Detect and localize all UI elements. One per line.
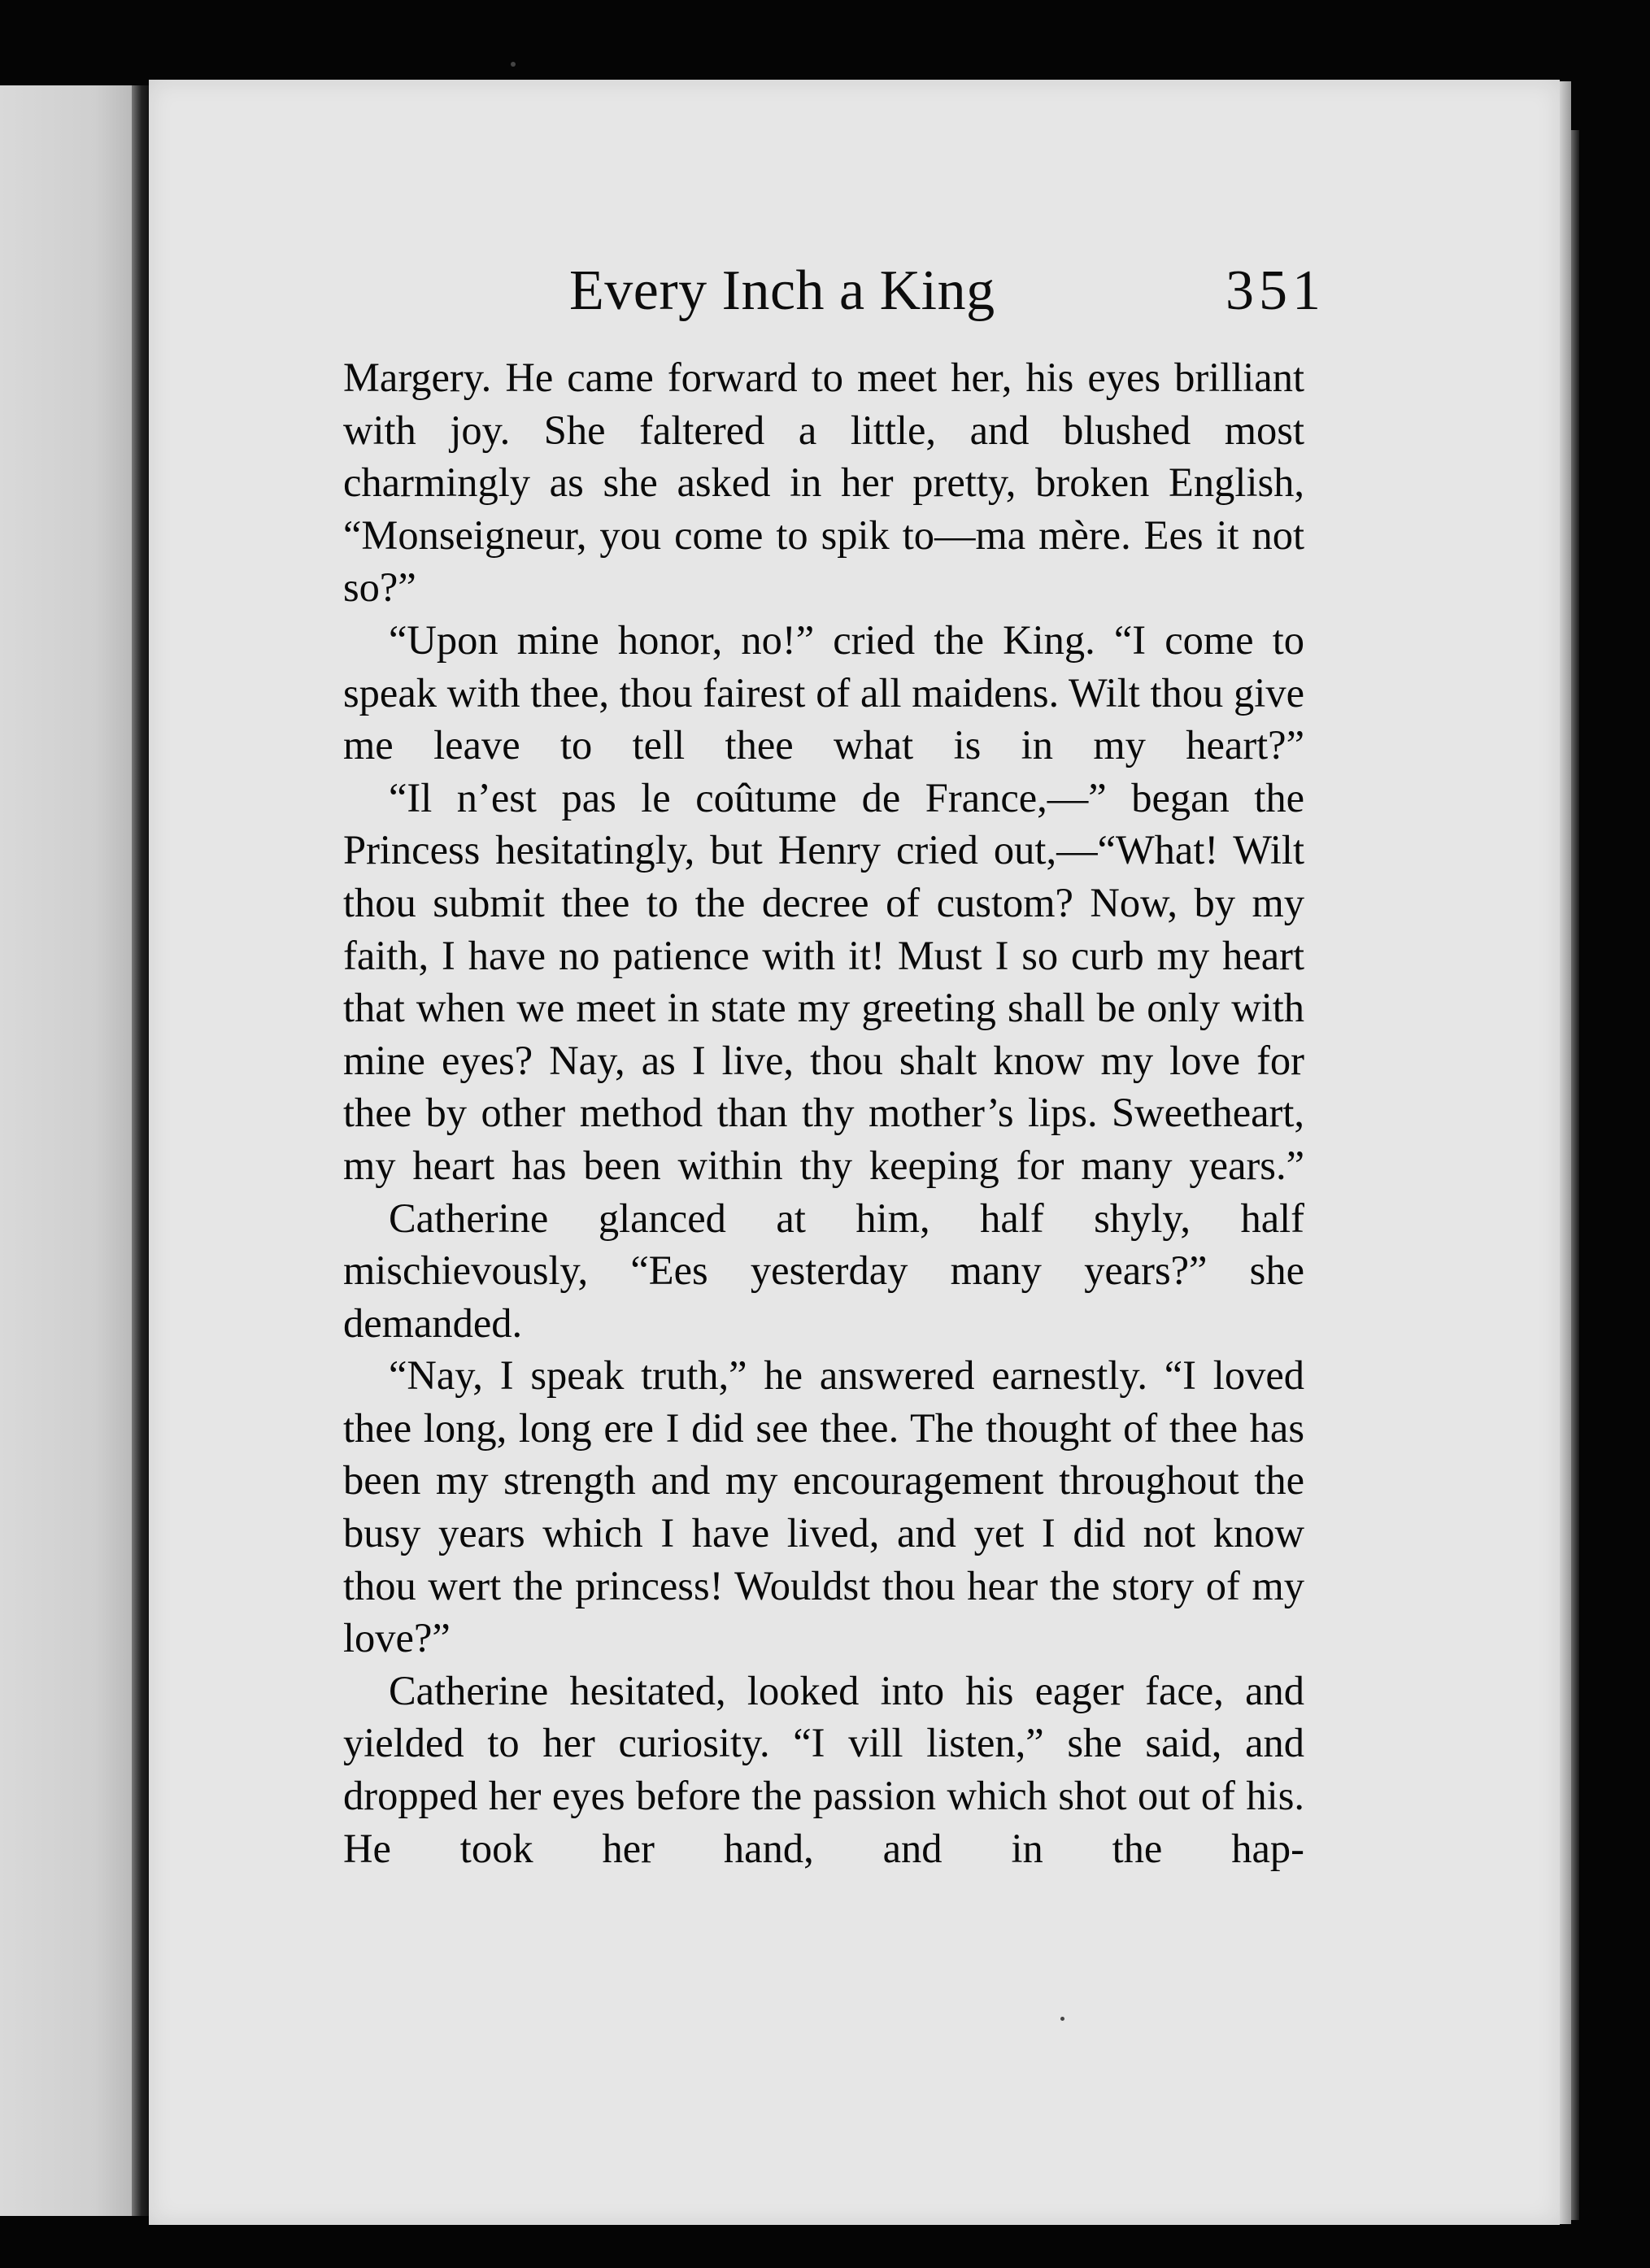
paragraph: Catherine hesitated, looked into his eager face, and yielded to her curiosity. “I vill listen,” she said, and dropped her eyes before the passion which shot out of his. He took her hand, and in the hap- xyxy=(343,1667,1304,1871)
paragraph: “Upon mine honor, no!” cried the King. “I come to speak with thee, thou fairest of all maidens. Wilt thou give me leave to tell thee what is in my heart?” xyxy=(343,616,1304,768)
running-head xyxy=(569,259,1326,332)
body-text xyxy=(343,351,1304,1874)
book-spine-shadow xyxy=(132,85,150,2216)
paragraph: “Nay, I speak truth,” he answered earnestly. “I loved thee long, long ere I did see thee. The thought of thee has been my strength and my encouragement throughout the busy years which I have lived, and yet I did not know thou wert the princess! Wouldst thou hear the story of my love?” xyxy=(343,1352,1304,1661)
paragraph: “Il n’est pas le coûtume de France,—” began the Princess hesitatingly, but Henry cried out,—“What! Wilt thou submit thee to the decree of custom? Now, by my faith, I have no patience with it! Must I so curb my heart that when we meet in state my greeting shall be only with mine eyes? Nay, as I live, thou shalt know my love for thee by other method than thy mother’s lips. Sweetheart, my heart has been within thy keeping for many years.” xyxy=(343,774,1304,1188)
page-edge-right xyxy=(1560,81,1571,2224)
page-number: 351 xyxy=(1226,259,1326,322)
scan-speck xyxy=(511,62,516,67)
facing-page-edge xyxy=(0,85,137,2216)
paragraph: Margery. He came forward to meet her, his eyes brilliant with joy. She faltered a little, and blushed most charmingly as she asked in her pretty, broken English, “Monseigneur, you come to spik to—ma mère. Ees it not so?” xyxy=(343,355,1304,611)
running-head-title: Every Inch a King xyxy=(569,259,995,322)
scan-speck xyxy=(1060,2017,1064,2021)
paragraph: Catherine glanced at him, half shyly, half mischievously, “Ees yesterday many years?” she demanded. xyxy=(343,1195,1304,1346)
page-edge-shadow xyxy=(1571,130,1579,2220)
